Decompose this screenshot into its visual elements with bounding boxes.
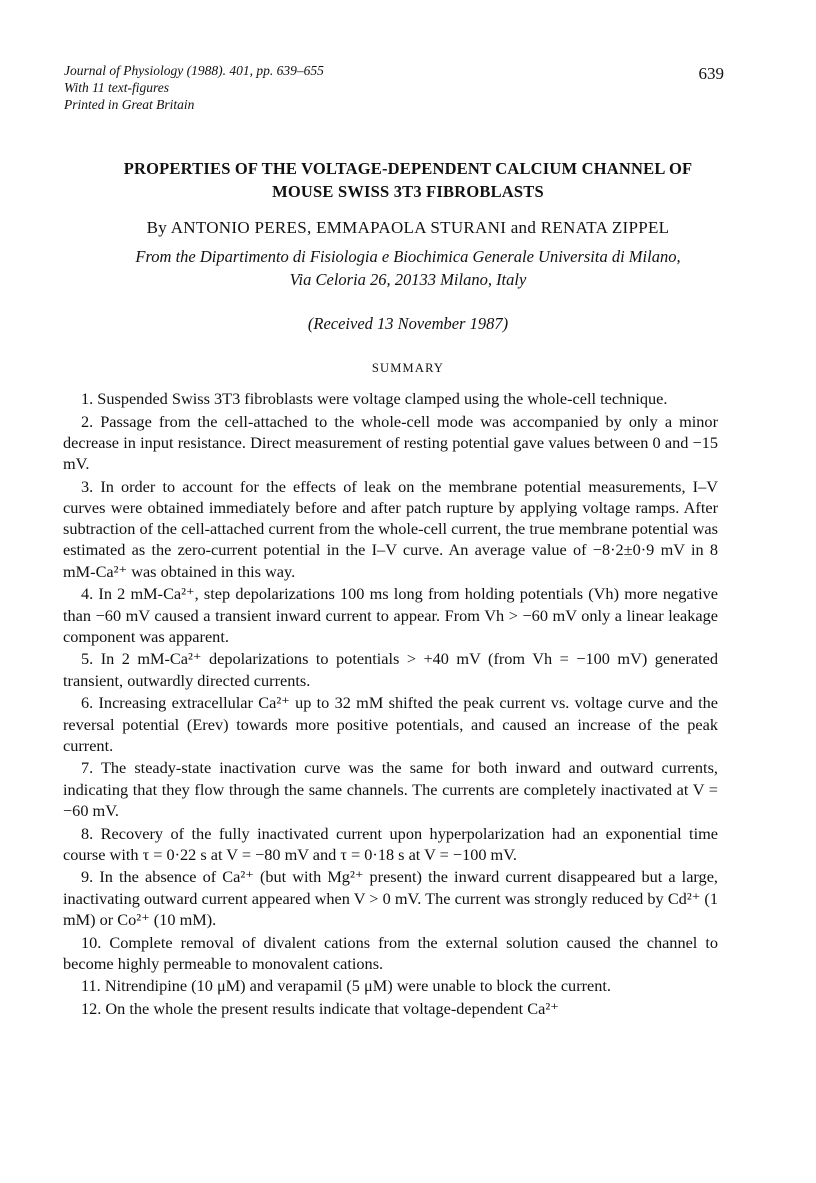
summary-item: 7. The steady-state inactivation curve was the same for both inward and outward currents, indicating that they flow through the same channels. The currents are completely inactivated at V = −60 mV.: [63, 758, 718, 820]
summary-item: 9. In the absence of Ca²⁺ (but with Mg²⁺ present) the inward current disappeared but a large, inactivating outward current appeared when V > 0 mV. The current was strongly reduced by Cd²⁺ (1 mM) or Co²⁺ (10 mM).: [63, 867, 718, 929]
page-number: 639: [698, 64, 724, 83]
summary-heading: SUMMARY: [371, 361, 445, 375]
summary-item: 6. Increasing extracellular Ca²⁺ up to 32 mM shifted the peak current vs. voltage curve and the reversal potential (Erev) towards more positive potentials, and caused an increase of the peak current.: [63, 693, 718, 755]
affiliation-line-2: Via Celoria 26, 20133 Milano, Italy: [289, 270, 527, 289]
summary-item: 4. In 2 mM-Ca²⁺, step depolarizations 100 ms long from holding potentials (Vh) more negative than −60 mV caused a transient inward current to appear. From Vh > −60 mV only a linear leakage component was apparent.: [63, 584, 718, 646]
article-title: [40, 157, 776, 203]
affiliation-line-1: From the Dipartimento di Fisiologia e Biochimica Generale Universita di Milano,: [135, 247, 681, 266]
summary-item: 8. Recovery of the fully inactivated current upon hyperpolarization had an exponential time course with τ = 0·22 s at V = −80 mV and τ = 0·18 s at V = −100 mV.: [63, 823, 718, 864]
page-header: [64, 62, 724, 113]
received-date: (Received 13 November 1987): [307, 314, 509, 333]
author-line: By ANTONIO PERES, EMMAPAOLA STURANI and RENATA ZIPPEL: [146, 218, 670, 237]
summary-item: 10. Complete removal of divalent cations from the external solution caused the channel to become highly permeable to monovalent cations.: [63, 932, 718, 973]
summary-item: 3. In order to account for the effects of leak on the membrane potential measurements, I–V curves were obtained immediately before and after patch rupture by applying voltage ramps. After subtraction of the cell-attached current from the whole-cell current, the true membrane potential was estimated as the zero-current potential in the I–V curve. An average value of −8·2±0·9 mV in 8 mM-Ca²⁺ was obtained in this way.: [63, 476, 718, 581]
summary-item: 12. On the whole the present results indicate that voltage-dependent Ca²⁺: [81, 999, 559, 1019]
printed-note: Printed in Great Britain: [64, 97, 195, 112]
affiliation: [40, 245, 776, 291]
title-line-2: MOUSE SWISS 3T3 FIBROBLASTS: [272, 182, 544, 201]
figures-note: With 11 text-figures: [64, 80, 169, 95]
summary-section: [63, 388, 718, 1021]
journal-citation: Journal of Physiology (1988). 401, pp. 639–655: [64, 63, 324, 78]
title-line-1: PROPERTIES OF THE VOLTAGE-DEPENDENT CALCIUM CHANNEL OF: [123, 159, 693, 178]
summary-item: 1. Suspended Swiss 3T3 fibroblasts were voltage clamped using the whole-cell technique.: [81, 389, 668, 408]
summary-item: 11. Nitrendipine (10 μM) and verapamil (5 μM) were unable to block the current.: [81, 976, 611, 996]
summary-item: 5. In 2 mM-Ca²⁺ depolarizations to potentials > +40 mV (from Vh = −100 mV) generated transient, outwardly directed currents.: [63, 649, 718, 690]
summary-item: 2. Passage from the cell-attached to the whole-cell mode was accompanied by only a minor decrease in input resistance. Direct measurement of resting potential gave values between 0 and −15 mV.: [63, 411, 718, 474]
